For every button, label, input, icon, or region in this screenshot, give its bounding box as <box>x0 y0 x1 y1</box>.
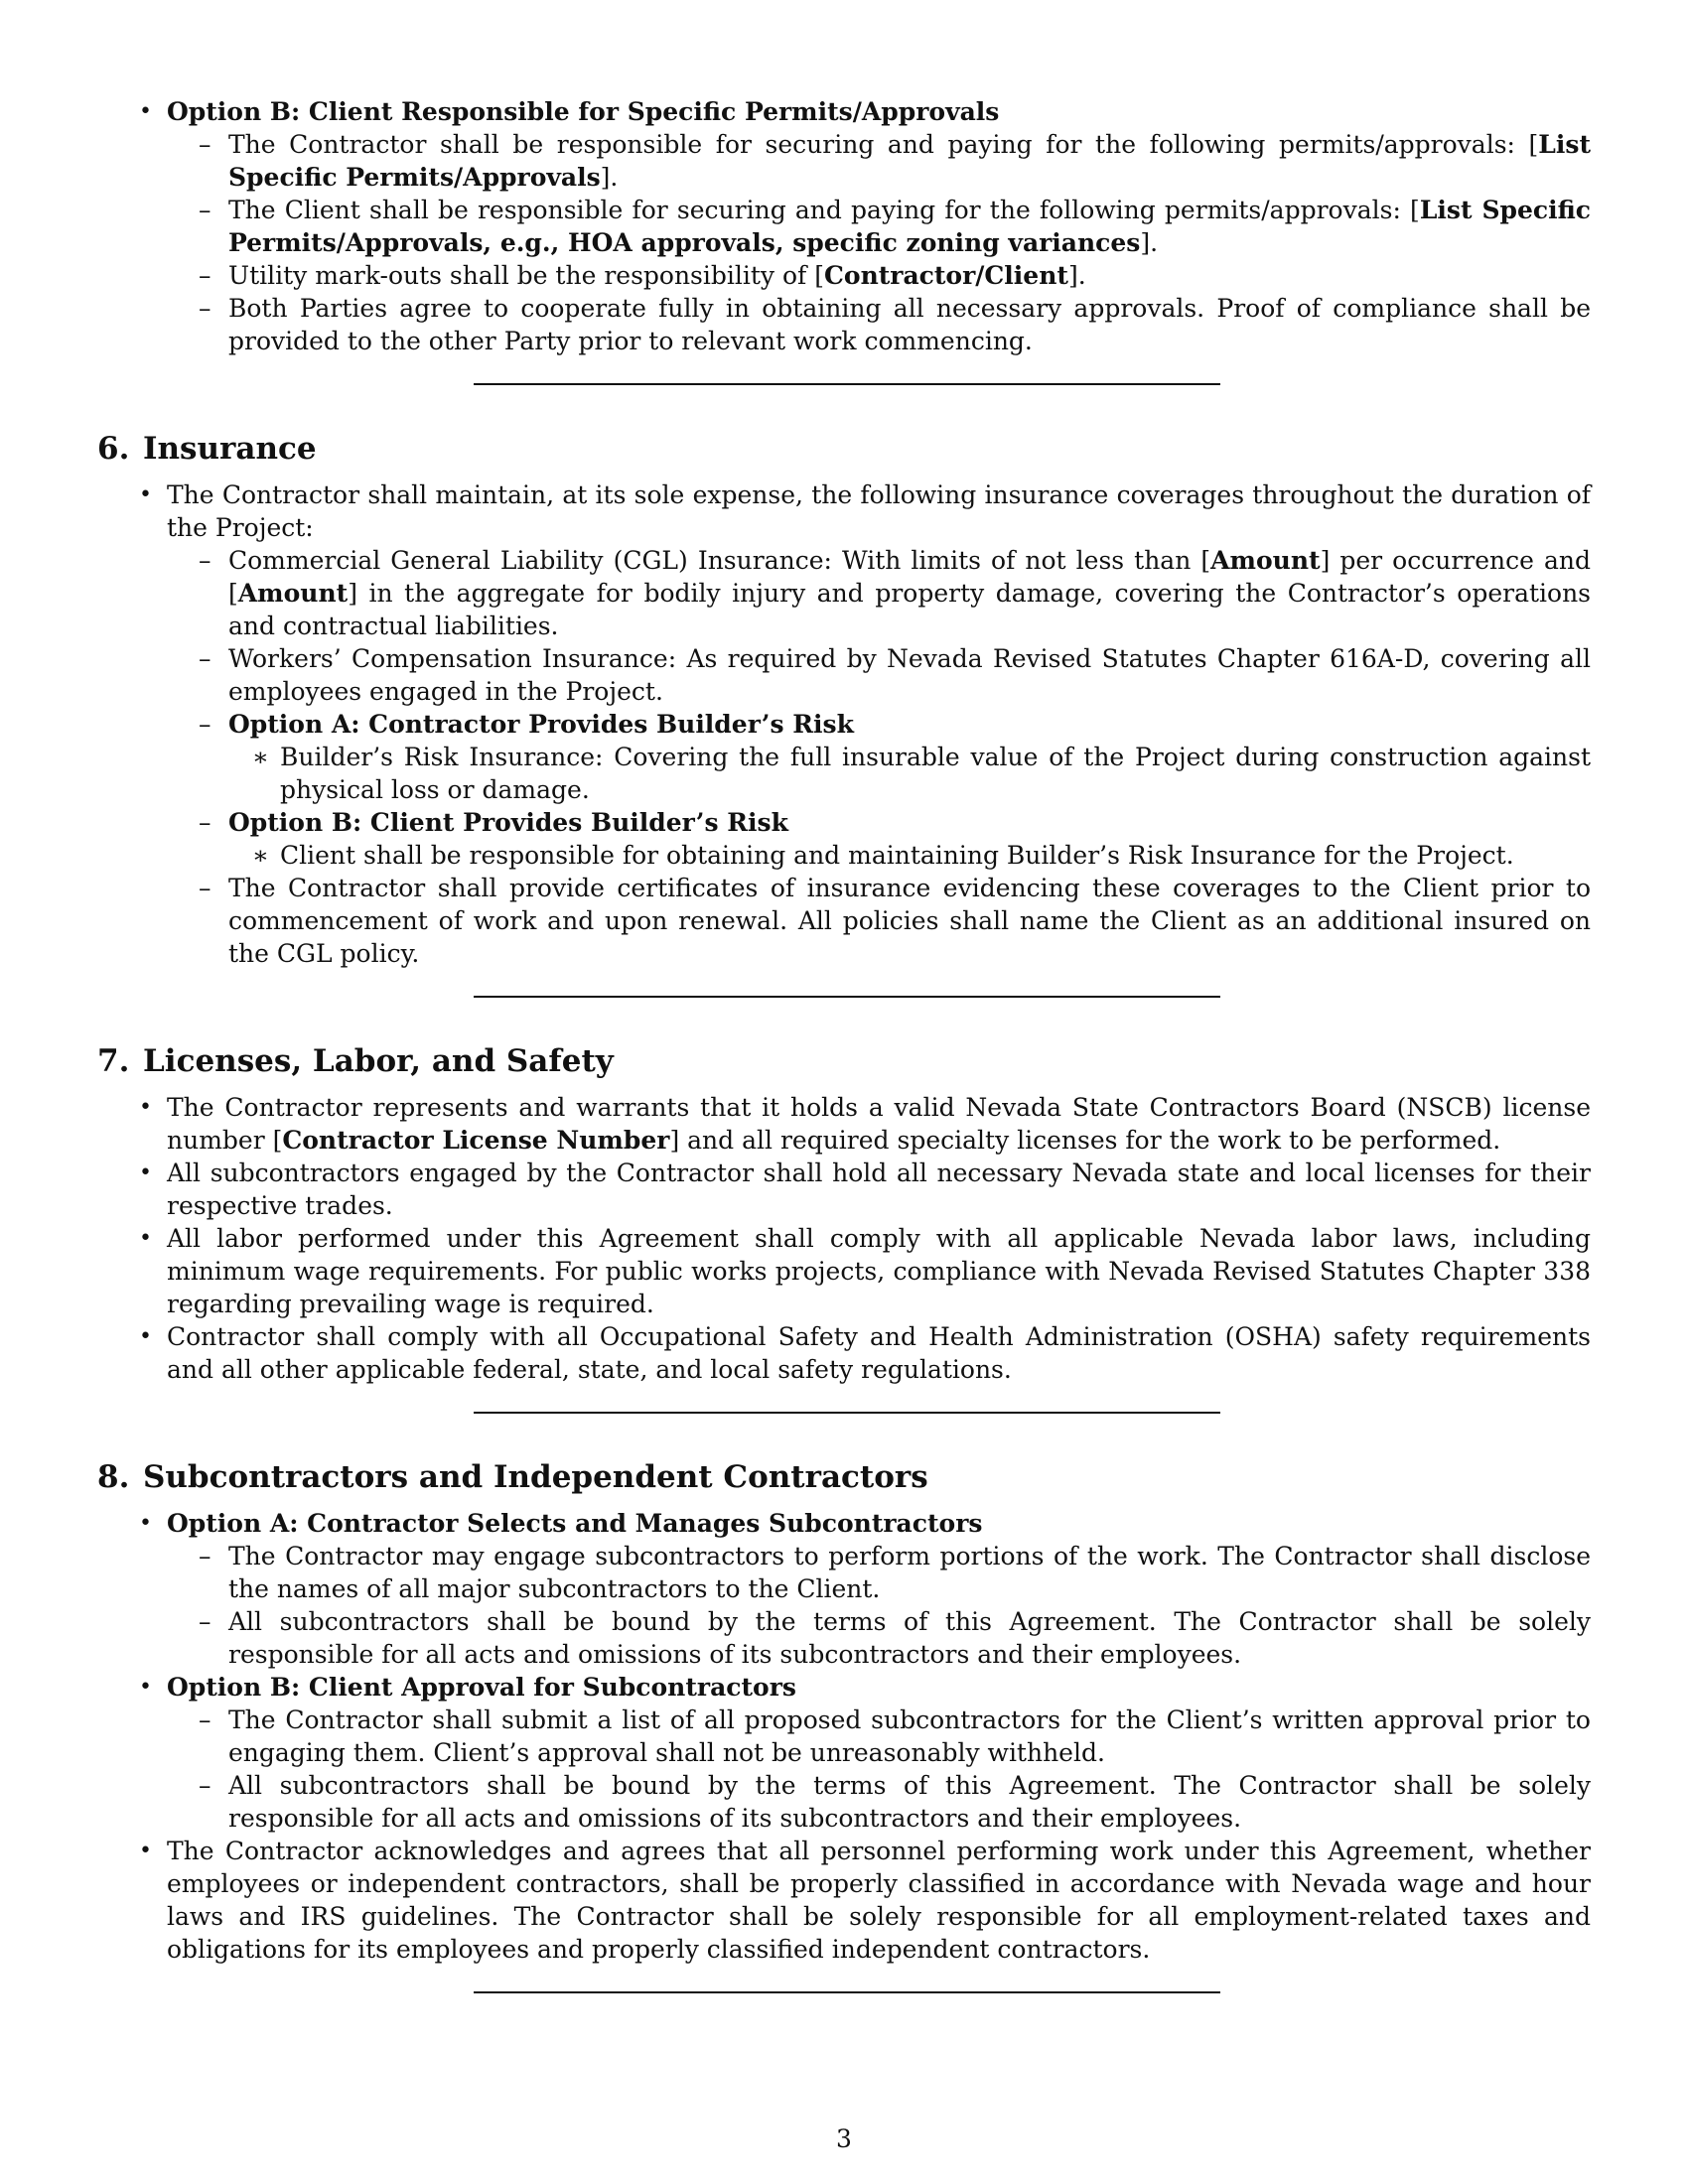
text-run: ]. <box>1140 228 1159 257</box>
placeholder-field: Amount <box>1210 546 1321 575</box>
text-run: The Contractor shall maintain, at its sole expense, the following insurance coverages throughout the duration of the Project: <box>167 480 1591 542</box>
text-run: ] in the aggregate for bodily injury and property damage, covering the Contractor’s operations and contractual liabilities. <box>228 579 1591 640</box>
option-title: Option B: Client Provides Builder’s Risk <box>228 808 788 837</box>
list-item: • Contractor shall comply with all Occupational Safety and Health Administration (OSHA) safety requirements and all other applicable federal, state, and local safety regulations. <box>167 1320 1591 1386</box>
section-divider <box>474 1991 1220 1993</box>
placeholder-field: List Specific Permits/Approvals <box>228 130 1591 192</box>
section-title: Insurance <box>143 431 317 467</box>
text-run: Commercial General Liability (CGL) Insurance: With limits of not less than [ <box>228 546 1211 575</box>
list-item <box>167 478 1591 970</box>
section-divider <box>474 996 1220 998</box>
option-b-list <box>228 1704 1591 1835</box>
insurance-list <box>167 478 1591 970</box>
placeholder-field: Contractor/Client <box>824 261 1068 290</box>
list-item: ∗ Builder’s Risk Insurance: Covering the full insurable value of the Project during construction against physical loss or damage. <box>280 741 1591 806</box>
option-a-list <box>280 741 1591 806</box>
list-item <box>228 544 1591 642</box>
list-item: • The Contractor acknowledges and agrees that all personnel performing work under this Agreement, whether employees or independent contractors, shall be properly classified in accordance with Nevada wage and hour laws and IRS guidelines. The Contractor shall be solely responsible for all employment-related taxes and obligations for its employees and properly classified independent contractors. <box>167 1835 1591 1966</box>
section-divider <box>474 1412 1220 1414</box>
subcontractors-list <box>167 1507 1591 1966</box>
list-item <box>167 1507 1591 1671</box>
placeholder-field: Contractor License Number <box>282 1126 670 1155</box>
option-b-list <box>280 839 1591 872</box>
text-run: Utility mark-outs shall be the responsibility of [ <box>228 261 824 290</box>
permits-option-b <box>167 95 1591 357</box>
text-run: ]. <box>600 163 619 192</box>
option-title: Option A: Contractor Selects and Manages Subcontractors <box>167 1509 983 1538</box>
list-item: ∗ Client shall be responsible for obtaining and maintaining Builder’s Risk Insurance for the Project. <box>280 839 1591 872</box>
section-heading-licenses <box>97 1041 1591 1081</box>
list-item <box>228 806 1591 872</box>
placeholder-field: Amount <box>237 579 349 608</box>
section-heading-subcontractors <box>97 1457 1591 1497</box>
list-item: – The Contractor shall provide certificates of insurance evidencing these coverages to the Client prior to commencement of work and upon renewal. All policies shall name the Client as an additional insured on the CGL policy. <box>228 872 1591 970</box>
section-number: 8. <box>97 1459 130 1495</box>
section-number: 6. <box>97 431 130 467</box>
page-number: 3 <box>836 2124 852 2153</box>
permits-option-b-items <box>228 128 1591 357</box>
list-item: – All subcontractors shall be bound by the terms of this Agreement. The Contractor shall be solely responsible for all acts and omissions of its subcontractors and their employees. <box>228 1605 1591 1671</box>
text-run: ] and all required specialty licenses for the work to be performed. <box>669 1126 1501 1155</box>
section-heading-insurance <box>97 429 1591 469</box>
list-item: – Workers’ Compensation Insurance: As required by Nevada Revised Statutes Chapter 616A-D, covering all employees engaged in the Project. <box>228 642 1591 708</box>
option-a-list <box>228 1540 1591 1671</box>
placeholder-field: List Specific Permits/Approvals, e.g., HOA approvals, specific zoning variances <box>228 196 1592 257</box>
list-item: – The Contractor may engage subcontractors to perform portions of the work. The Contractor shall disclose the names of all major subcontractors to the Client. <box>228 1540 1591 1605</box>
licenses-list <box>167 1091 1591 1386</box>
permits-option-b-title: Option B: Client Responsible for Specific Permits/Approvals <box>167 97 1000 126</box>
list-item: – The Contractor shall submit a list of all proposed subcontractors for the Client’s written approval prior to engaging them. Client’s approval shall not be unreasonably withheld. <box>228 1704 1591 1769</box>
list-item <box>228 194 1591 259</box>
permits-option-list <box>167 95 1591 357</box>
text-run: The Contractor represents and warrants that it holds a valid Nevada State Contractors Board (NSCB) license number [ <box>167 1093 1591 1155</box>
section-number: 7. <box>97 1043 130 1079</box>
list-item <box>167 1671 1591 1835</box>
list-item <box>228 128 1591 194</box>
section-title: Subcontractors and Independent Contractors <box>143 1459 928 1495</box>
text-run: The Client shall be responsible for securing and paying for the following permits/approvals: [ <box>228 196 1420 224</box>
list-item <box>167 1091 1591 1157</box>
text-run: The Contractor shall be responsible for securing and paying for the following permits/approvals: [ <box>228 130 1539 159</box>
text-run: ] per occurrence and [ <box>228 546 1591 608</box>
insurance-coverage-list <box>228 544 1591 970</box>
list-item: • All subcontractors engaged by the Contractor shall hold all necessary Nevada state and local licenses for their respective trades. <box>167 1157 1591 1222</box>
option-title: Option B: Client Approval for Subcontractors <box>167 1673 796 1702</box>
list-item: – Both Parties agree to cooperate fully in obtaining all necessary approvals. Proof of compliance shall be provided to the other Party prior to relevant work commencing. <box>228 292 1591 357</box>
list-item <box>228 708 1591 806</box>
section-title: Licenses, Labor, and Safety <box>143 1043 614 1079</box>
list-item <box>228 259 1591 292</box>
text-run: ]. <box>1067 261 1086 290</box>
option-title: Option A: Contractor Provides Builder’s Risk <box>228 710 854 739</box>
list-item: – All subcontractors shall be bound by the terms of this Agreement. The Contractor shall be solely responsible for all acts and omissions of its subcontractors and their employees. <box>228 1769 1591 1835</box>
list-item: • All labor performed under this Agreement shall comply with all applicable Nevada labor laws, including minimum wage requirements. For public works projects, compliance with Nevada Revised Statutes Chapter 338 regarding prevailing wage is required. <box>167 1222 1591 1320</box>
section-divider <box>474 383 1220 385</box>
